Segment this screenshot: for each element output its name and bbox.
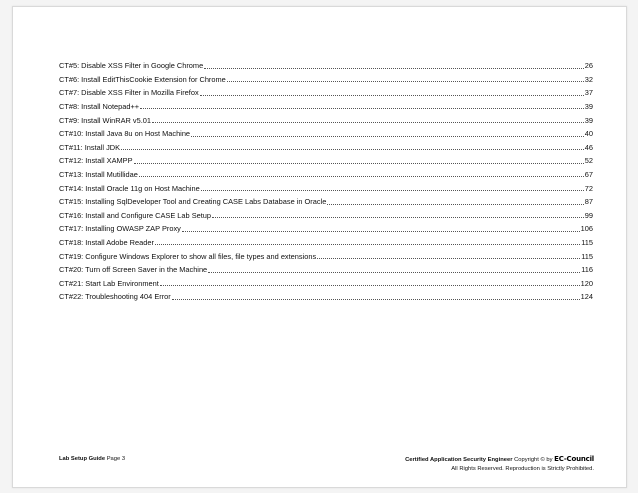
toc-dot-leader	[327, 204, 583, 205]
toc-dot-leader	[208, 272, 580, 273]
table-of-contents	[59, 56, 593, 301]
footer-cert-name: Certified Application Security Engineer	[405, 457, 513, 463]
toc-entry-title: CT#15: Installing SqlDeveloper Tool and Creating CASE Labs Database in Oracle	[59, 197, 327, 207]
document-page	[12, 6, 627, 488]
toc-dot-leader	[152, 122, 584, 123]
toc-entry[interactable]	[59, 246, 593, 260]
toc-entry-title: CT#13: Install Mutillidae	[59, 169, 138, 179]
toc-entry-title: CT#14: Install Oracle 11g on Host Machine	[59, 183, 200, 193]
toc-dot-leader	[201, 190, 584, 191]
toc-entry[interactable]	[59, 287, 593, 301]
toc-entry-page-number: 26	[584, 61, 593, 71]
toc-entry[interactable]	[59, 233, 593, 247]
toc-entry-page-number: 87	[584, 197, 593, 207]
footer-page-info	[59, 456, 125, 462]
toc-dot-leader	[212, 217, 584, 218]
footer-copyright	[405, 454, 594, 474]
toc-entry[interactable]	[59, 274, 593, 288]
toc-dot-leader	[172, 299, 580, 300]
toc-dot-leader	[140, 108, 584, 109]
toc-entry[interactable]	[59, 219, 593, 233]
toc-entry-page-number: 115	[581, 237, 593, 247]
ec-council-logo: EC-Council	[554, 455, 594, 463]
toc-entry[interactable]	[59, 260, 593, 274]
toc-dot-leader	[317, 258, 580, 259]
toc-entry-page-number: 46	[584, 142, 593, 152]
toc-entry-title: CT#7: Disable XSS Filter in Mozilla Firefox	[59, 88, 199, 98]
toc-dot-leader	[139, 176, 584, 177]
toc-entry-title: CT#5: Disable XSS Filter in Google Chrome	[59, 61, 204, 71]
toc-entry-title: CT#20: Turn off Screen Saver in the Machine	[59, 265, 208, 275]
toc-entry-page-number: 99	[584, 210, 593, 220]
toc-dot-leader	[182, 231, 580, 232]
toc-dot-leader	[155, 244, 580, 245]
toc-entry[interactable]	[59, 97, 593, 111]
toc-entry-title: CT#18: Install Adobe Reader	[59, 237, 154, 247]
footer-copyright-text: Copyright © by	[514, 457, 553, 463]
toc-entry-title: CT#11: Install JDK	[59, 142, 121, 152]
toc-dot-leader	[227, 81, 584, 82]
toc-entry-title: CT#6: Install EditThisCookie Extension for Chrome	[59, 74, 226, 84]
toc-entry-page-number: 39	[584, 115, 593, 125]
toc-entry[interactable]	[59, 165, 593, 179]
toc-entry-page-number: 116	[581, 265, 593, 275]
toc-entry-page-number: 37	[584, 88, 593, 98]
toc-entry[interactable]	[59, 192, 593, 206]
toc-entry[interactable]	[59, 124, 593, 138]
toc-entry-title: CT#9: Install WinRAR v5.01	[59, 115, 152, 125]
toc-entry-page-number: 124	[580, 292, 593, 302]
toc-entry-page-number: 115	[581, 251, 593, 261]
toc-entry-page-number: 40	[584, 129, 593, 139]
toc-entry[interactable]	[59, 138, 593, 152]
toc-entry-title: CT#17: Installing OWASP ZAP Proxy	[59, 224, 181, 234]
toc-entry-page-number: 72	[584, 183, 593, 193]
footer-rights: All Rights Reserved. Reproduction is Strictly Prohibited.	[451, 465, 594, 472]
toc-entry-page-number: 67	[584, 169, 593, 179]
toc-entry[interactable]	[59, 206, 593, 220]
toc-entry-page-number: 106	[580, 224, 593, 234]
toc-entry-page-number: 120	[580, 278, 593, 288]
toc-entry-title: CT#21: Start Lab Environment	[59, 278, 159, 288]
toc-dot-leader	[204, 68, 584, 69]
toc-dot-leader	[200, 95, 584, 96]
toc-entry-title: CT#8: Install Notepad++	[59, 101, 140, 111]
toc-entry[interactable]	[59, 151, 593, 165]
toc-entry-title: CT#10: Install Java 8u on Host Machine	[59, 129, 191, 139]
toc-entry[interactable]	[59, 110, 593, 124]
toc-entry[interactable]	[59, 56, 593, 70]
toc-dot-leader	[191, 136, 584, 137]
footer-page-number: Page 3	[106, 456, 126, 462]
toc-entry-page-number: 32	[584, 74, 593, 84]
toc-entry[interactable]	[59, 70, 593, 84]
toc-entry-title: CT#12: Install XAMPP	[59, 156, 133, 166]
toc-dot-leader	[121, 149, 584, 150]
toc-entry[interactable]	[59, 83, 593, 97]
toc-entry-title: CT#19: Configure Windows Explorer to show all files, file types and extensions	[59, 251, 317, 261]
toc-entry-title: CT#16: Install and Configure CASE Lab Setup	[59, 210, 212, 220]
toc-dot-leader	[134, 163, 584, 164]
toc-entry-page-number: 52	[584, 156, 593, 166]
footer-guide-name: Lab Setup Guide	[59, 456, 106, 462]
toc-entry-title: CT#22: Troubleshooting 404 Error	[59, 292, 171, 302]
toc-entry-page-number: 39	[584, 101, 593, 111]
footer-copyright-line	[405, 454, 594, 465]
toc-dot-leader	[160, 285, 580, 286]
toc-entry[interactable]	[59, 178, 593, 192]
